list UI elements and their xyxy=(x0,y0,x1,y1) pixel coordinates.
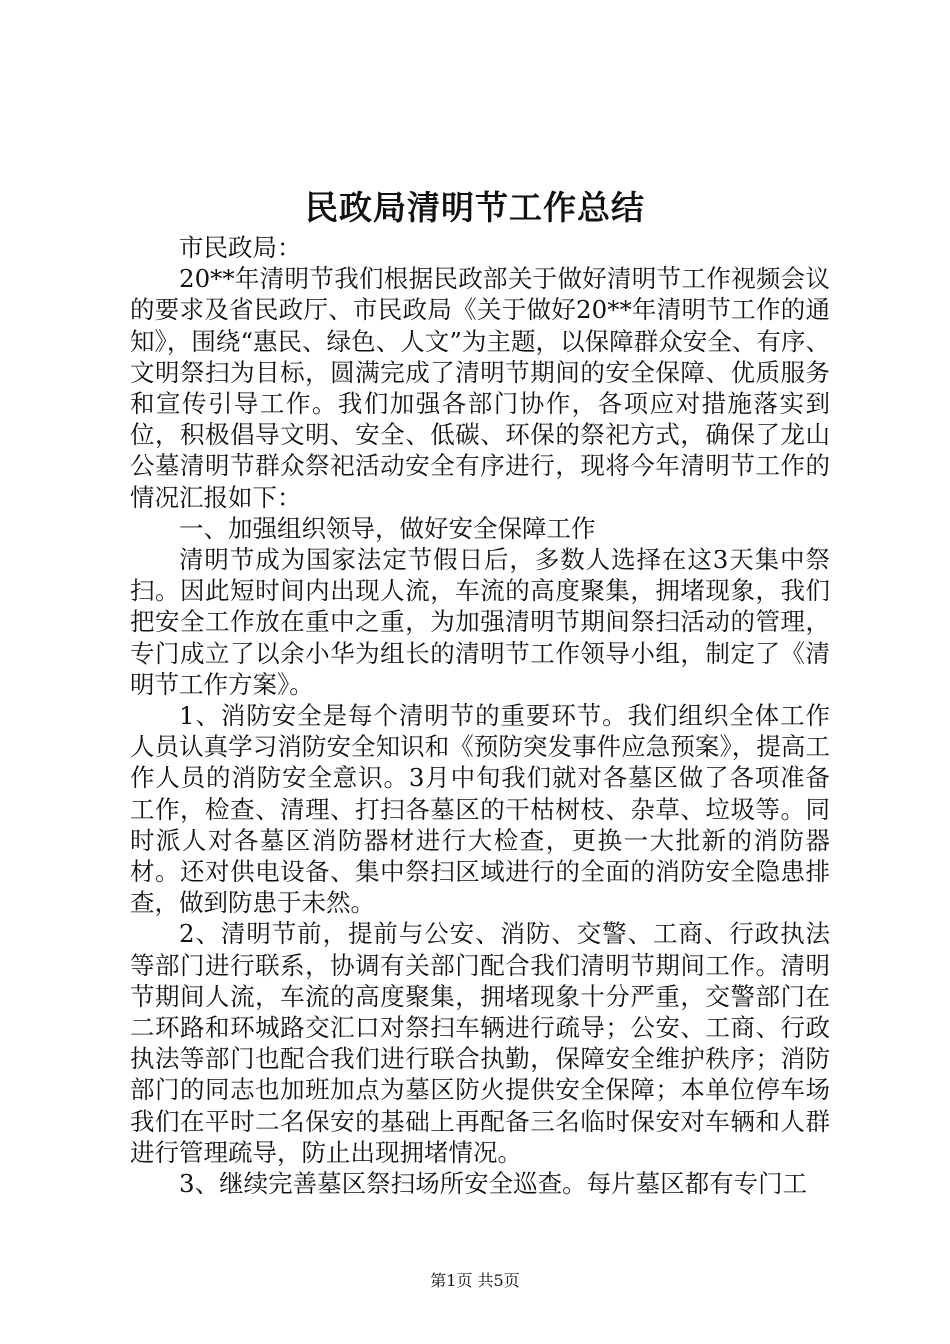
section-heading-1: 一、加强组织领导，做好安全保障工作 xyxy=(179,513,596,543)
paragraph-item-2: 2、清明节前，提前与公安、消防、交警、工商、行政执法等部门进行联系，协调有关部门配合我们清明节期间工作。清明节期间人流，车流的高度聚集，拥堵现象十分严重，交警部门在二环路和环城路交汇口对祭扫车辆进行疏导；公安、工商、行政执法等部门也配合我们进行联合执勤，保障安全维护秩序；消防部门的同志也加班加点为墓区防火提供安全保障；本单位停车场我们在平时二名保安的基础上再配备三名临时保安对车辆和人群进行管理疏导，防止出现拥堵情况。 xyxy=(130,919,830,1167)
paragraph-salutation: 市民政局： xyxy=(179,233,302,262)
document-title: 民政局清明节工作总结 xyxy=(305,188,645,227)
paragraph-item-1: 1、消防安全是每个清明节的重要环节。我们组织全体工作人员认真学习消防安全知识和《预防突发事件应急预案》，提高工作人员的消防安全意识。3月中旬我们就对各墓区做了各项准备工作，检查、清理、打扫各墓区的干枯树枝、杂草、垃圾等。同时派人对各墓区消防器材进行大检查，更换一大批新的消防器材。还对供电设备、集中祭扫区域进行的全面的消防安全隐患排查，做到防患于未然。 xyxy=(130,701,830,918)
document-body xyxy=(130,232,830,1199)
paragraph-intro: 20**年清明节我们根据民政部关于做好清明节工作视频会议的要求及省民政厅、市民政局《关于做好20**年清明节工作的通知》，围绕“惠民、绿色、人文”为主题，以保障群众安全、有序、文明祭扫为目标，圆满完成了清明节期间的安全保障、优质服务和宣传引导工作。我们加强各部门协作，各项应对措施落实到位，积极倡导文明、安全、低碳、环保的祭祀方式，确保了龙山公墓清明节群众祭祀活动安全有序进行，现将今年清明节工作的情况汇报如下： xyxy=(130,264,830,512)
page-footer: 第1页 共5页 xyxy=(430,1271,520,1290)
paragraph-section-1: 清明节成为国家法定节假日后，多数人选择在这3天集中祭扫。因此短时间内出现人流，车流的高度聚集，拥堵现象，我们把安全工作放在重中之重，为加强清明节期间祭扫活动的管理，专门成立了以余小华为组长的清明节工作领导小组，制定了《清明节工作方案》。 xyxy=(130,545,830,699)
paragraph-item-3: 3、继续完善墓区祭扫场所安全巡查。每片墓区都有专门工 xyxy=(179,1169,808,1199)
